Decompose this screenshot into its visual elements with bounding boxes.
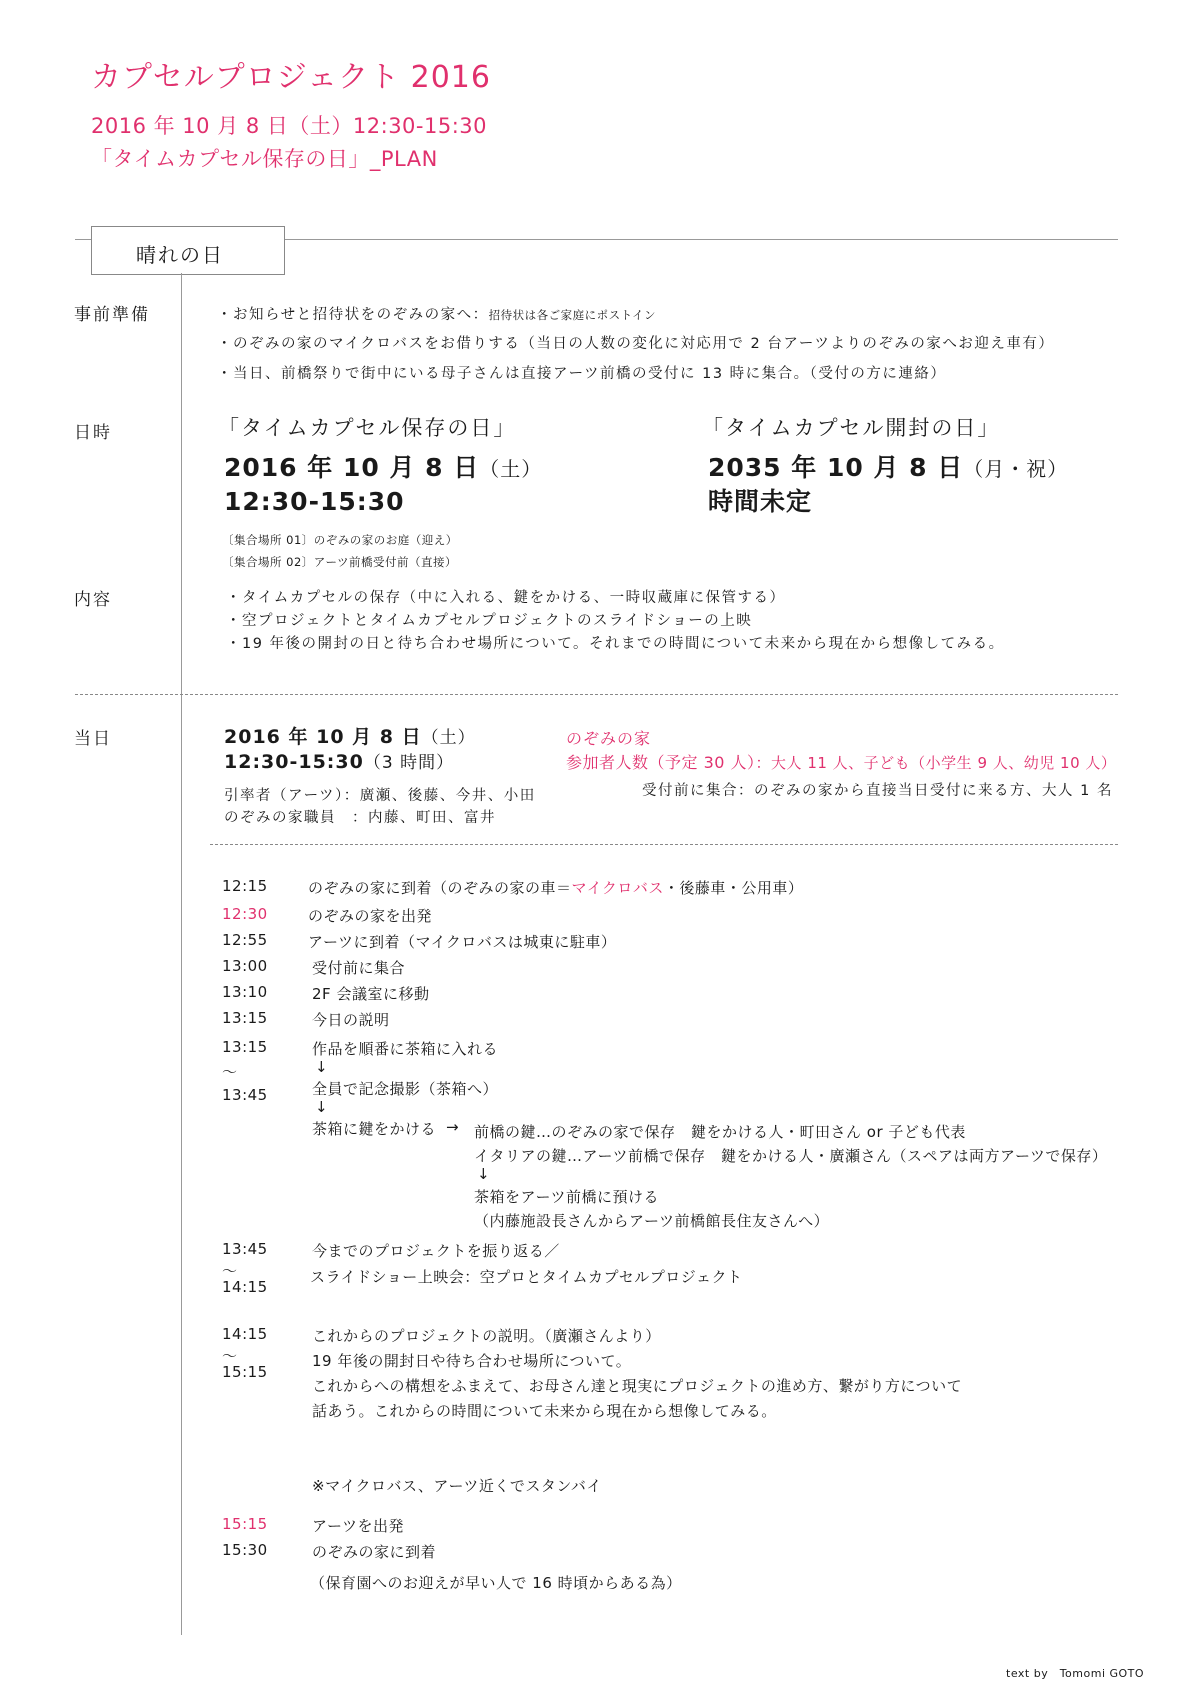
schedule-event: 全員で記念撮影（茶箱へ） [312, 1080, 499, 1098]
schedule-event: のぞみの家を出発 [308, 907, 433, 925]
meeting-place-1: 〔集合場所 01〕のぞみの家のお庭（迎え） [222, 533, 458, 547]
schedule-event: 今日の説明 [312, 1011, 390, 1029]
section-tab-label: 晴れの日 [136, 243, 224, 267]
schedule-event: 作品を順番に茶箱に入れる [312, 1040, 499, 1058]
schedule-time: 13:45 [222, 1240, 268, 1258]
schedule-time: 13:10 [222, 983, 268, 1001]
day-date-main: 2016 年 10 月 8 日 [224, 726, 422, 748]
participants-main: 参加者人数（予定 30 人） [566, 753, 756, 772]
day-date [224, 722, 476, 749]
day-label: 当日 [74, 729, 112, 749]
author-credit: text by Tomomi GOTO [1006, 1667, 1145, 1680]
schedule-event: アーツに到着（マイクロバスは城東に駐車） [308, 933, 617, 951]
day-time [224, 748, 454, 773]
arrow-down-icon: ↓ [315, 1098, 329, 1116]
schedule-event: 茶箱に鍵をかける [312, 1120, 437, 1138]
schedule-event: 受付前に集合 [312, 959, 406, 977]
schedule-time: 15:30 [222, 1541, 268, 1559]
staff-nozomi: のぞみの家職員 ：内藤、町田、富井 [224, 810, 496, 826]
page-title: カプセルプロジェクト 2016 [91, 60, 491, 95]
key-maebashi: 前橋の鍵…のぞみの家で保存 鍵をかける人・町田さん or 子ども代表 [474, 1123, 966, 1141]
meeting-place-2: 〔集合場所 02〕アーツ前橋受付前（直接） [222, 555, 457, 569]
arrow-down-icon: ↓ [315, 1058, 329, 1076]
range-tilde: 〜 [222, 1347, 238, 1365]
schedule-event-note: （保育園へのお迎えが早い人で 16 時頃からある為） [310, 1574, 682, 1592]
schedule-event: 今までのプロジェクトを振り返る／ [312, 1242, 560, 1260]
participants [566, 750, 1116, 773]
content-label: 内容 [74, 590, 112, 610]
prep-label: 事前準備 [74, 305, 150, 325]
schedule-event-part: ・後藤車・公用車） [663, 879, 804, 897]
schedule-time: 12:15 [222, 877, 268, 895]
schedule-time: 14:15 [222, 1278, 268, 1296]
schedule-time-highlight: 15:15 [222, 1515, 268, 1533]
open-day-title: 「タイムカプセル開封の日」 [702, 416, 1001, 440]
schedule-time: 13:00 [222, 957, 268, 975]
prep-item-1-note: 招待状は各ご家庭にポストイン [488, 308, 657, 322]
content-item-1: ・タイムカプセルの保存（中に入れる、鍵をかける、一時収蔵庫に保管する） [226, 590, 786, 606]
schedule-time: 13:45 [222, 1086, 268, 1104]
participants-detail: ：大人 11 人、子ども（小学生 9 人、幼児 10 人） [755, 754, 1117, 772]
plan-line: 「タイムカプセル保存の日」_PLAN [91, 147, 438, 171]
schedule-event [308, 877, 803, 898]
save-day-time: 12:30-15:30 [224, 487, 405, 516]
schedule-event-part: のぞみの家に到着（のぞみの家の車＝ [308, 879, 572, 897]
prep-item-3: ・当日、前橋祭りで街中にいる母子さんは直接アーツ前橋の受付に 13 時に集合。（受付の方に連絡） [217, 366, 947, 382]
save-day-date-main: 2016 年 10 月 8 日 [224, 453, 480, 482]
microbus-highlight: マイクロバス [571, 879, 664, 897]
save-day-title: 「タイムカプセル保存の日」 [218, 416, 517, 440]
schedule-time: 13:15 [222, 1038, 268, 1056]
schedule-event: 2F 会議室に移動 [312, 985, 430, 1003]
staff-arts: 引率者（アーツ）：廣瀬、後藤、今井、小田 [224, 788, 536, 804]
arrow-down-icon: ↓ [477, 1165, 491, 1183]
prep-item-1 [217, 303, 656, 324]
prep-item-1-main: ・お知らせと招待状をのぞみの家へ： [217, 307, 489, 323]
schedule-event: 茶箱をアーツ前橋に預ける [474, 1188, 659, 1206]
schedule-event: スライドショー上映会：空プロとタイムカプセルプロジェクト [310, 1268, 743, 1286]
arrow-right-icon: → [446, 1118, 460, 1136]
schedule-time: 14:15 [222, 1325, 268, 1343]
range-tilde: 〜 [222, 1063, 238, 1081]
day-weekday: （土） [421, 728, 476, 748]
schedule-event: 19 年後の開封日や待ち合わせ場所について。 [312, 1352, 632, 1370]
schedule-time: 12:55 [222, 931, 268, 949]
schedule-event-note: （内藤施設長さんからアーツ前橋館長住友さんへ） [474, 1212, 830, 1230]
dashed-divider-2 [210, 844, 1118, 845]
dashed-divider-1 [75, 694, 1118, 695]
timeline-axis [181, 273, 182, 1635]
prep-item-2: ・のぞみの家のマイクロバスをお借りする（当日の人数の変化に対応用で 2 台アーツよりのぞみの家へお迎え車有） [217, 336, 1055, 352]
schedule-time-highlight: 12:30 [222, 905, 268, 923]
schedule-time: 13:15 [222, 1009, 268, 1027]
open-day-date-main: 2035 年 10 月 8 日 [708, 453, 964, 482]
day-time-main: 12:30-15:30 [224, 751, 364, 773]
range-tilde: 〜 [222, 1262, 238, 1280]
schedule-event: 話あう。これからの時間について未来から現在から想像してみる。 [312, 1402, 777, 1420]
schedule-event: アーツを出発 [312, 1517, 404, 1535]
open-day-time: 時間未定 [708, 487, 813, 516]
day-duration: （3 時間） [363, 753, 455, 773]
schedule-event: これからへの構想をふまえて、お母さん達と現実にプロジェクトの進め方、繋がり方について [312, 1377, 963, 1395]
day-place: のぞみの家 [566, 729, 652, 748]
open-day-weekday: （月・祝） [963, 457, 1069, 481]
reception-note: 受付前に集合：のぞみの家から直接当日受付に来る方、大人 1 名 [642, 783, 1113, 799]
content-item-3: ・19 年後の開封の日と待ち合わせ場所について。それまでの時間について未来から現在から想像してみる。 [226, 636, 1005, 652]
save-day-date [224, 451, 542, 486]
event-date-line: 2016 年 10 月 8 日（土）12:30-15:30 [91, 114, 488, 138]
bus-standby-note: ※マイクロバス、アーツ近くでスタンバイ [312, 1477, 602, 1495]
datetime-label: 日時 [74, 423, 112, 443]
schedule-time: 15:15 [222, 1363, 268, 1381]
schedule-event: これからのプロジェクトの説明。（廣瀬さんより） [312, 1327, 661, 1345]
schedule-event: のぞみの家に到着 [312, 1543, 437, 1561]
save-day-weekday: （土） [479, 457, 543, 481]
content-item-2: ・空プロジェクトとタイムカプセルプロジェクトのスライドショーの上映 [226, 613, 753, 629]
key-italy: イタリアの鍵…アーツ前橋で保存 鍵をかける人・廣瀬さん（スペアは両方アーツで保存） [474, 1147, 1108, 1165]
open-day-date [708, 451, 1068, 486]
